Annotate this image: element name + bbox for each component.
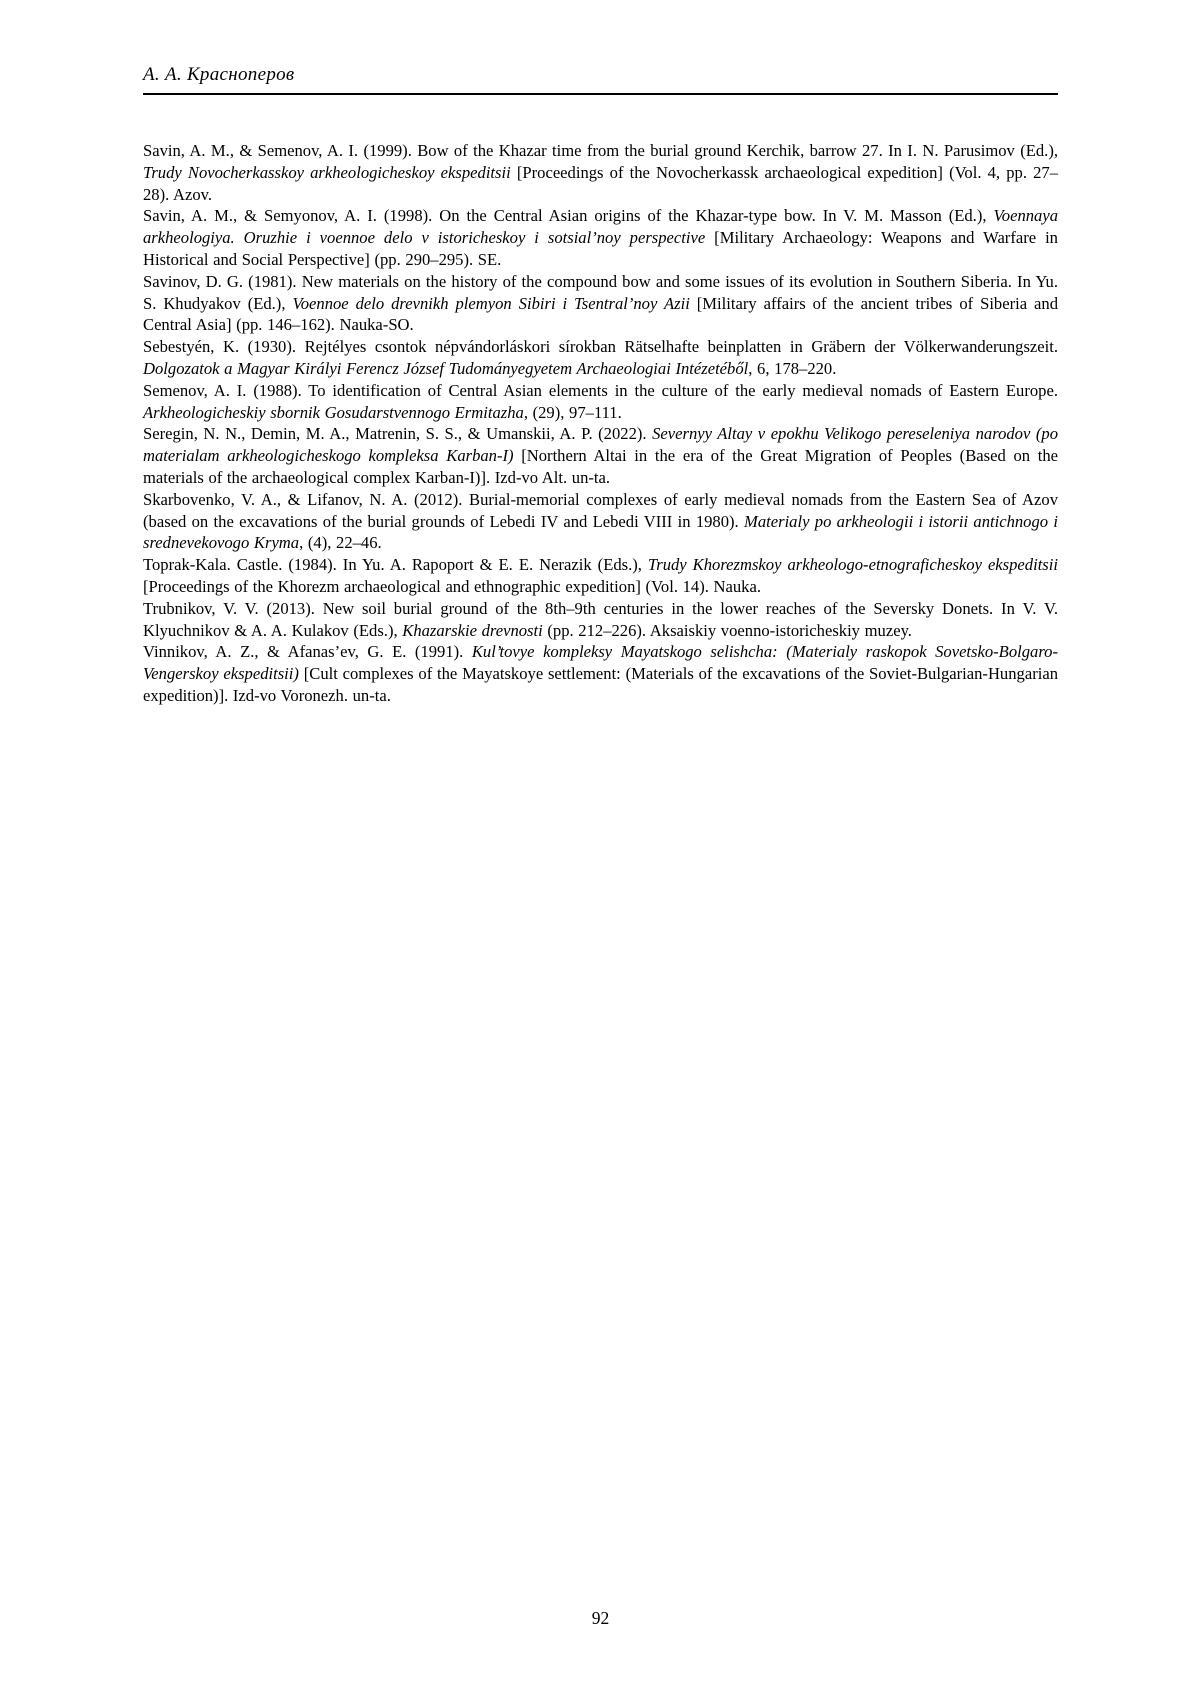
reference-title-italic: Materialy po arkheologii i istorii antichnogo i srednevekovogo Kryma [143,511,1058,553]
running-head [143,64,1058,95]
reference-text: [Proceedings of the Novocherkassk archaeological expedition] (Vol. 4, pp. 27–28). Azov. [143,162,1058,204]
reference-entry [143,489,1058,554]
reference-text: [Cult complexes of the Mayatskoye settlement: (Materials of the excavations of the Soviet-Bulgarian-Hungarian expedition)]. Izd-vo Voronezh. un-ta. [143,664,1058,705]
reference-title-italic: Severnyy Altay v epokhu Velikogo pereseleniya narodov (po materialam arkheologicheskogo kompleksa Karban-I) [143,424,1058,466]
reference-text: Semenov, A. I. (1988). To identification of Central Asian elements in the culture of the early medieval nomads of Eastern Europe. [143,380,1058,400]
reference-entry [143,140,1058,205]
reference-text: Savin, A. M., & Semyonov, A. I. (1998). On the Central Asian origins of the Khazar-type bow. In V. M. Masson (Ed.), [143,206,994,226]
reference-title-italic: Voennaya arkheologiya. Oruzhie i voennoe delo v istoricheskoy i sotsial’noy perspective [143,206,1058,248]
reference-title-italic: Trudy Khorezmskoy arkheologo-etnograficheskoy ekspeditsii [647,555,1058,575]
reference-title-italic: Arkheologicheskiy sbornik Gosudarstvennogo Ermitazha [143,402,524,422]
reference-text: Seregin, N. N., Demin, M. A., Matrenin, S. S., & Umanskii, A. P. (2022). [143,424,653,444]
reference-text: Sebestyén, K. (1930). Rejtélyes csontok népvándorláskori sírokban Rätselhafte beinplatten in Gräbern der Völkerwanderungszeit. [143,337,1058,357]
reference-entry [143,554,1058,598]
reference-text: Vinnikov, A. Z., & Afanas’ev, G. E. (1991). [143,642,472,662]
reference-entry [143,423,1058,488]
reference-title-italic: Dolgozatok a Magyar Királyi Ferencz József Tudományegyetem Archaeologiai Intézetéből [143,358,749,378]
reference-entry [143,336,1058,380]
reference-entry [143,205,1058,270]
reference-title-italic: Kul’tovye kompleksy Mayatskogo selishcha: (Materialy raskopok Sovetsko-Bolgaro-Vengerskoy ekspeditsii) [143,642,1058,684]
reference-text: , 6, 178–220. [748,358,837,378]
reference-text: (pp. 212–226). Aksaiskiy voenno-istoricheskiy muzey. [542,620,912,640]
reference-text: , (29), 97–111. [523,402,622,422]
reference-text: , (4), 22–46. [299,533,382,553]
running-head-author: А. А. Красноперов [143,64,295,85]
reference-text: Savin, A. M., & Semenov, A. I. (1999). Bow of the Khazar time from the burial ground Kerchik, barrow 27. In I. N. Parusimov (Ed.), [143,141,1058,160]
reference-title-italic: Voennoe delo drevnikh plemyon Sibiri i Tsentral’noy Azii [292,293,690,313]
reference-entry [143,641,1058,706]
reference-title-italic: Trudy Novocherkasskoy arkheologicheskoy ekspeditsii [143,162,511,182]
reference-text: [Military affairs of the ancient tribes of Siberia and Central Asia] (pp. 146–162). Nauka-SO. [143,293,1058,335]
references-list [143,140,1058,707]
page-number: 92 [591,1608,610,1628]
reference-text: Savinov, D. G. (1981). New materials on the history of the compound bow and some issues of its evolution in Southern Siberia. In Yu. S. Khudyakov (Ed.), [143,271,1058,313]
reference-title-italic: Khazarskie drevnosti [402,620,543,640]
reference-text: Toprak-Kala. Castle. (1984). In Yu. A. Rapoport & E. E. Nerazik (Eds.), [143,555,648,575]
reference-entry [143,598,1058,642]
reference-entry [143,380,1058,424]
reference-text: Skarbovenko, V. A., & Lifanov, N. A. (2012). Burial-memorial complexes of early medieval nomads from the Eastern Sea of Azov (based on the excavations of the burial grounds of Lebedi IV and Lebedi VIII in 1980). [143,489,1058,531]
reference-entry [143,271,1058,336]
reference-text: [Military Archaeology: Weapons and Warfare in Historical and Social Perspective] (pp. 290–295). SE. [143,228,1058,269]
reference-text: Trubnikov, V. V. (2013). New soil burial ground of the 8th–9th centuries in the lower reaches of the Seversky Donets. In V. V. Klyuchnikov & A. A. Kulakov (Eds.), [143,598,1058,640]
reference-text: [Proceedings of the Khorezm archaeological and ethnographic expedition] (Vol. 14). Nauka. [143,576,761,596]
reference-text: [Northern Altai in the era of the Great Migration of Peoples (Based on the materials of the archaeological complex Karban-I)]. Izd-vo Alt. un-ta. [143,446,1059,487]
